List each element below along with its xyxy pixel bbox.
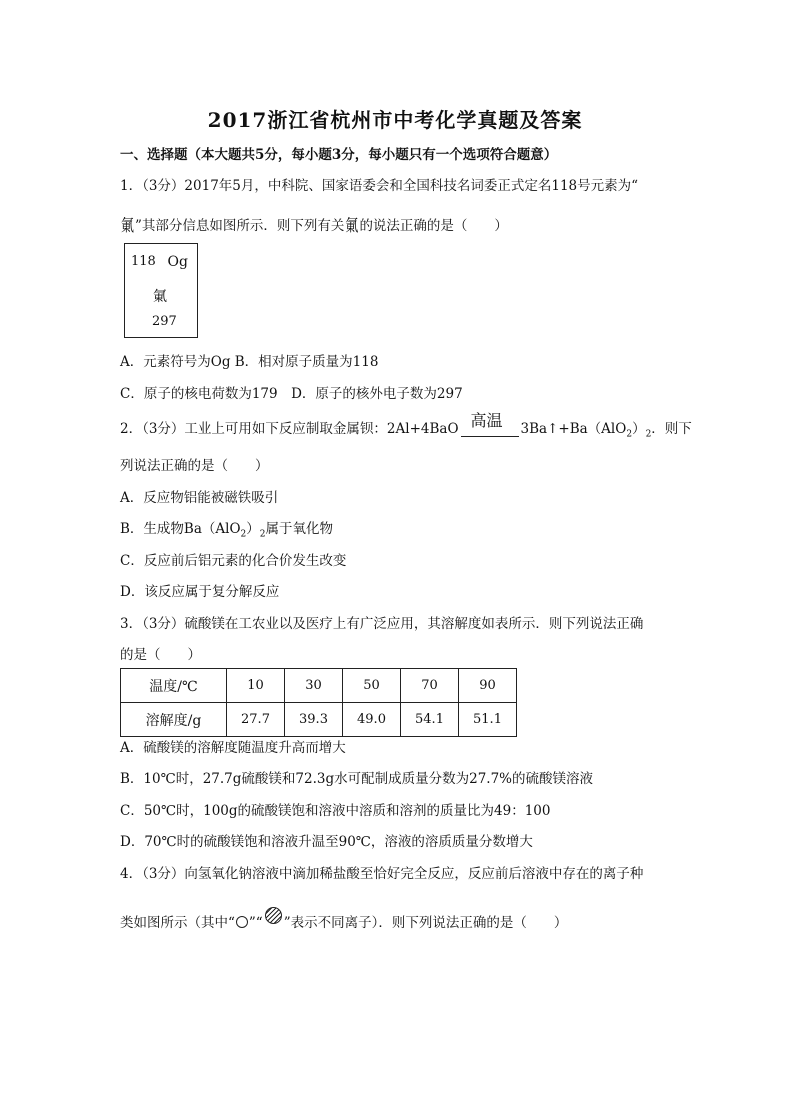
q4-stem-line2 xyxy=(120,907,680,932)
subscript: 2 xyxy=(626,429,633,440)
element-name-glyph: 氭 xyxy=(121,217,135,236)
subscript: 2 xyxy=(240,529,247,540)
table-cell: 49.0 xyxy=(343,703,401,737)
section-heading: 一、选择题（本大题共5分，每小题3分，每小题只有一个选项符合题意） xyxy=(120,147,558,163)
q1-options-ab: A．元素符号为Og B．相对原子质量为118 xyxy=(120,354,379,370)
element-info-card xyxy=(124,243,198,338)
table-cell: 39.3 xyxy=(285,703,343,737)
q2-tail: ．则下 xyxy=(651,421,692,437)
subscript: 2 xyxy=(259,529,266,540)
reaction-arrow-line xyxy=(461,436,519,437)
solubility-table xyxy=(120,668,517,737)
table-cell: 54.1 xyxy=(401,703,459,737)
q2-option-d: D．该反应属于复分解反应 xyxy=(120,584,280,600)
table-cell: 70 xyxy=(401,669,459,703)
table-header-cell: 温度/℃ xyxy=(121,669,227,703)
table-cell: 50 xyxy=(343,669,401,703)
q2-stem-line1 xyxy=(120,410,692,444)
q2-option-b-close: ） xyxy=(246,521,260,537)
q1-stem-text-b: 的说法正确的是（ ） xyxy=(359,218,508,234)
q2-option-a: A．反应物铝能被磁铁吸引 xyxy=(120,490,279,506)
q4-stem-text-a: 类如图所示（其中“ xyxy=(120,915,235,931)
q3-option-d: D．70℃时的硫酸镁饱和溶液升温至90℃，溶液的溶质质量分数增大 xyxy=(120,834,533,850)
q2-stem-line2: 列说法正确的是（ ） xyxy=(120,458,269,474)
table-cell: 30 xyxy=(285,669,343,703)
q2-option-b-tail: 属于氧化物 xyxy=(265,521,333,537)
atomic-mass: 297 xyxy=(152,314,177,329)
page-title: 2017浙江省杭州市中考化学真题及答案 xyxy=(207,108,583,132)
q3-stem-line1: 3．（3分）硫酸镁在工农业以及医疗上有广泛应用，其溶解度如表所示．则下列说法正确 xyxy=(120,616,644,632)
element-symbol: Og xyxy=(167,254,188,270)
q2-option-b-text: B．生成物Ba（AlO xyxy=(120,521,241,537)
table-cell: 10 xyxy=(227,669,285,703)
atomic-number: 118 xyxy=(131,254,156,269)
table-cell: 27.7 xyxy=(227,703,285,737)
table-row xyxy=(121,669,517,703)
q4-stem-text-b: ”“ xyxy=(248,915,263,931)
q1-stem-line1: 1．（3分）2017年5月，中科院、国家语委会和全国科技名词委正式定名118号元素为“ xyxy=(120,178,639,194)
q2-option-c: C．反应前后铝元素的化合价发生改变 xyxy=(120,553,347,569)
table-cell: 51.1 xyxy=(459,703,517,737)
table-header-cell: 溶解度/g xyxy=(121,703,227,737)
q3-option-c: C．50℃时，100g的硫酸镁饱和溶液中溶质和溶剂的质量比为49：100 xyxy=(120,803,551,819)
element-name-glyph: 氭 xyxy=(345,217,359,236)
condition-text: 高温 xyxy=(470,410,503,430)
q1-stem-text-a: ”其部分信息如图所示．则下列有关 xyxy=(135,218,345,234)
q4-stem-text-c: ”表示不同离子）．则下列说法正确的是（ ） xyxy=(283,915,568,931)
subscript: 2 xyxy=(645,429,652,440)
q3-option-b: B．10℃时，27.7g硫酸镁和72.3g水可配制成质量分数为27.7%的硫酸镁溶液 xyxy=(120,771,593,787)
element-name: 氭 xyxy=(153,289,167,305)
q3-option-a: A．硫酸镁的溶解度随温度升高而增大 xyxy=(120,740,346,756)
q2-close: ） xyxy=(632,421,646,437)
q4-stem-line1: 4．（3分）向氢氧化钠溶液中滴加稀盐酸至恰好完全反应，反应前后溶液中存在的离子种 xyxy=(120,866,644,882)
q2-reactants: 2．（3分）工业上可用如下反应制取金属钡：2Al+4BaO xyxy=(120,421,459,437)
q1-options-cd: C．原子的核电荷数为179 D．原子的核外电子数为297 xyxy=(120,386,463,402)
q1-stem-line2 xyxy=(120,217,680,236)
table-row xyxy=(121,703,517,737)
open-circle-ion-icon xyxy=(236,916,248,928)
reaction-condition xyxy=(461,410,519,444)
q3-stem-line2: 的是（ ） xyxy=(120,647,201,663)
table-cell: 90 xyxy=(459,669,517,703)
q2-products: 3Ba↑+Ba（AlO xyxy=(520,421,627,437)
hatched-circle-ion-icon xyxy=(265,907,282,924)
q2-option-b xyxy=(120,520,680,544)
